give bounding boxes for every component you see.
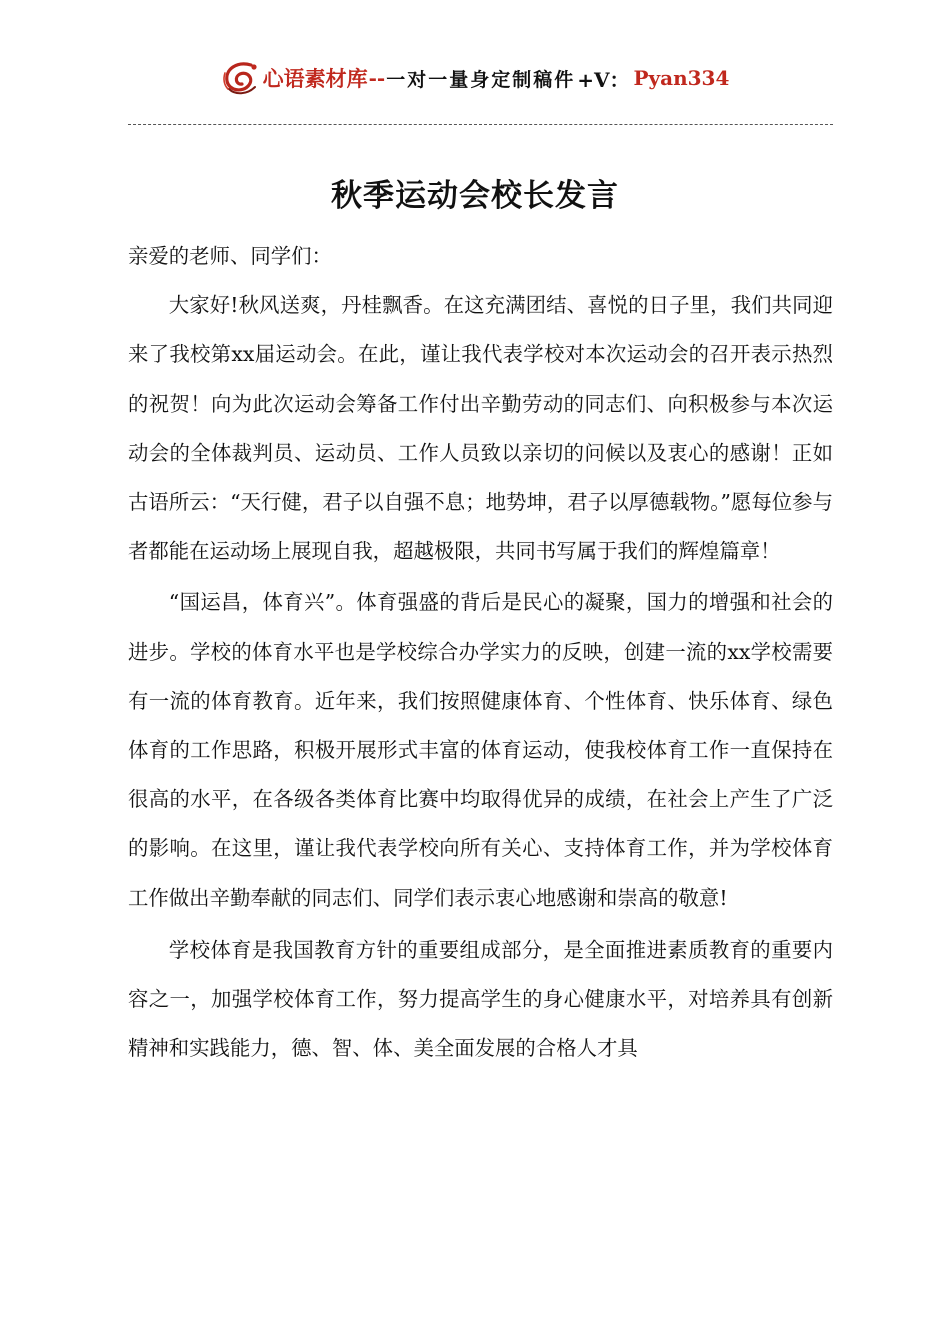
swirl-logo-icon (221, 59, 263, 97)
header-banner (221, 59, 730, 97)
paragraph-3: 学校体育是我国教育方针的重要组成部分，是全面推进素质教育的重要内容之一，加强学校体育工作，努力提高学生的身心健康水平，对培养具有创新精神和实践能力，德、智、体、美全面发展的合格人才具 (128, 937, 833, 1061)
contact-id: Pyan334 (633, 66, 730, 90)
brand-slogan: 一对一量身定制稿件 (386, 68, 576, 91)
brand-name: 心语素材库 (262, 66, 368, 91)
page-header (0, 58, 950, 98)
greeting: 亲爱的老师、同学们： (128, 244, 332, 268)
document-title: 秋季运动会校长发言 (331, 178, 619, 214)
contact-label: +V： (577, 67, 630, 92)
paragraph-2: “国运昌，体育兴”。体育强盛的背后是民心的凝聚，国力的增强和社会的进步。学校的体育水平也是学校综合办学实力的反映，创建一流的xx学校需要有一流的体育教育。近年来，我们按照健康体育、个性体育、快乐体育、绿色体育的工作思路，积极开展形式丰富的体育运动，使我校体育工作一直保持在很高的水平，在各级各类体育比赛中均取得优异的成绩，在社会上产生了广泛的影响。在这里，谨让我代表学校向所有关心、支持体育工作，并为学校体育工作做出辛勤奉献的同志们、同学们表示衷心地感谢和崇高的敬意! (128, 590, 833, 910)
paragraph-1: 大家好!秋风送爽，丹桂飘香。在这充满团结、喜悦的日子里，我们共同迎来了我校第xx届运动会。在此，谨让我代表学校对本次运动会的召开表示热烈的祝贺！向为此次运动会筹备工作付出辛勤劳动的同志们、向积极参与本次运动会的全体裁判员、运动员、工作人员致以亲切的问候以及衷心的感谢！正如古语所云：“天行健，君子以自强不息；地势坤，君子以厚德载物。”愿每位参与者都能在运动场上展现自我，超越极限，共同书写属于我们的辉煌篇章！ (128, 293, 833, 564)
document-body (128, 232, 833, 1073)
header-divider (128, 124, 833, 125)
brand-separator: -- (368, 66, 386, 90)
